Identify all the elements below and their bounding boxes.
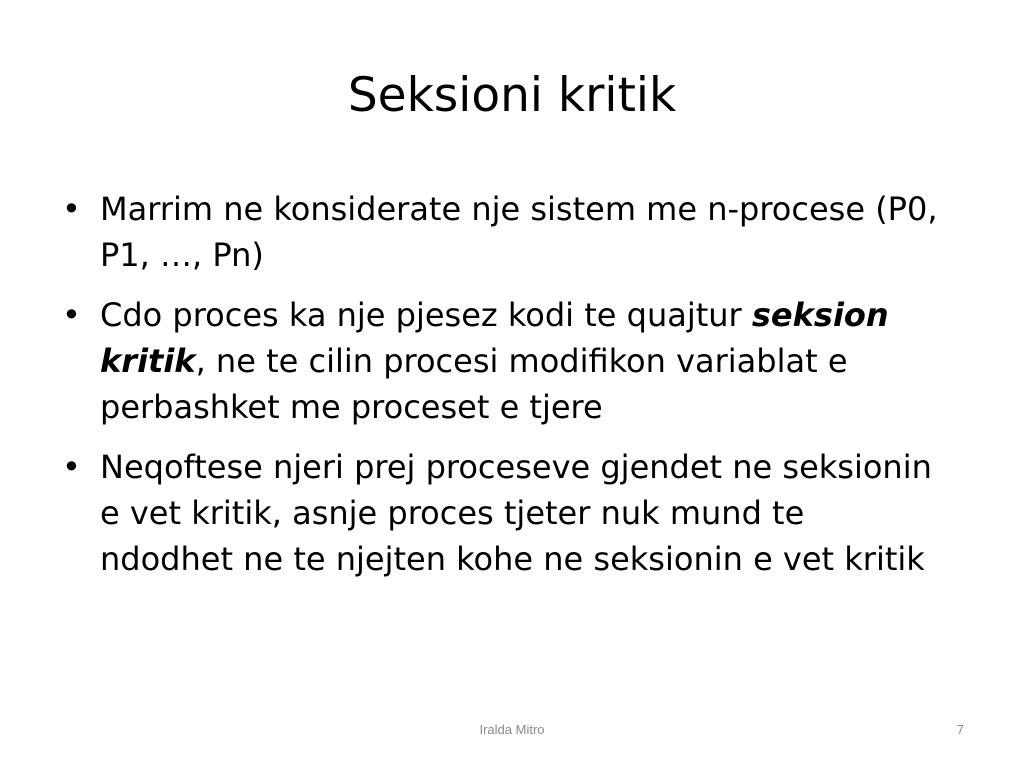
bullet-item-1 xyxy=(58,186,938,278)
bullet-text-after: , ne te cilin procesi modifikon variablat e perbashket me proceset e tjere xyxy=(100,342,848,426)
bullet-icon: • xyxy=(62,448,81,486)
bullet-item-2 xyxy=(58,292,938,430)
bullet-item-3 xyxy=(58,444,938,582)
bullet-list xyxy=(58,186,938,596)
bullet-icon: • xyxy=(62,190,81,228)
bullet-icon: • xyxy=(62,296,81,334)
page-number: 7 xyxy=(956,722,964,737)
footer-author: Iralda Mitro xyxy=(479,722,545,737)
bullet-text-before: Cdo proces ka nje pjesez kodi te quajtur xyxy=(100,296,752,334)
slide-title: Seksioni kritik xyxy=(347,68,677,123)
bullet-emphasis: seksion kritik xyxy=(100,296,889,380)
bullet-text: Neqoftese njeri prej proceseve gjendet ne seksionin e vet kritik, asnje proces tjeter nuk mund te ndodhet ne te njejten kohe ne seksionin e vet kritik xyxy=(100,448,932,578)
bullet-text: Marrim ne konsiderate nje sistem me n-procese (P0, P1, …, Pn) xyxy=(100,190,938,274)
